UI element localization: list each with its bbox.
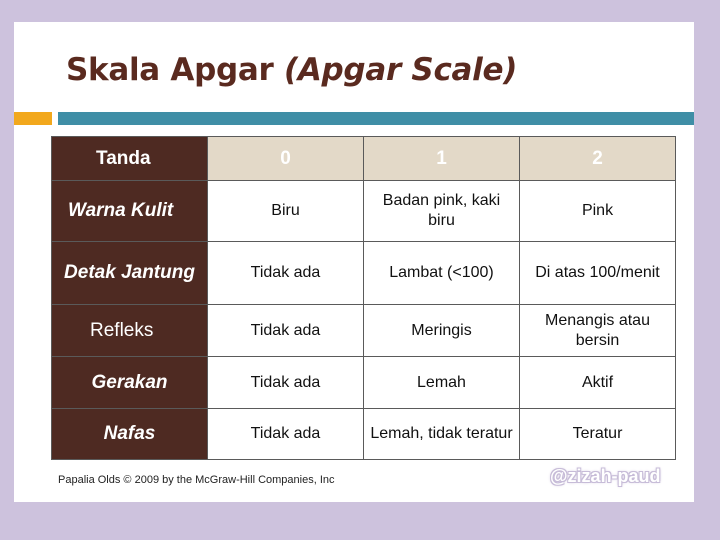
row-label: Refleks [52, 305, 208, 357]
header-label: Tanda [52, 137, 208, 181]
table-cell: Badan pink, kaki biru [364, 181, 520, 242]
table-cell: Tidak ada [208, 357, 364, 409]
header-col-1: 1 [364, 137, 520, 181]
watermark-credit: @zizah-paud [550, 466, 661, 486]
table-cell: Teratur [520, 409, 676, 460]
title-italic: (Apgar Scale) [283, 52, 518, 88]
header-col-2: 2 [520, 137, 676, 181]
table-cell: Lemah, tidak teratur [364, 409, 520, 460]
row-label: Nafas [52, 409, 208, 460]
accent-bar-teal [58, 112, 694, 125]
table-cell: Biru [208, 181, 364, 242]
table-row [52, 409, 676, 460]
table-row [52, 181, 676, 242]
accent-bar-orange [14, 112, 52, 125]
table-cell: Tidak ada [208, 242, 364, 305]
row-label: Detak Jantung [52, 242, 208, 305]
row-label: Warna Kulit [52, 181, 208, 242]
table-cell: Di atas 100/menit [520, 242, 676, 305]
table-row [52, 242, 676, 305]
slide [14, 22, 694, 502]
table-cell: Tidak ada [208, 409, 364, 460]
header-col-0: 0 [208, 137, 364, 181]
table-cell: Lambat (<100) [364, 242, 520, 305]
table-cell: Meringis [364, 305, 520, 357]
table-row [52, 357, 676, 409]
table-row [52, 305, 676, 357]
table-cell: Lemah [364, 357, 520, 409]
table-cell: Tidak ada [208, 305, 364, 357]
table-cell: Menangis atau bersin [520, 305, 676, 357]
apgar-table [51, 136, 676, 460]
row-label: Gerakan [52, 357, 208, 409]
source-citation: Papalia Olds © 2009 by the McGraw-Hill Companies, Inc [58, 474, 335, 486]
title-main: Skala Apgar [66, 52, 284, 88]
slide-title [66, 52, 517, 88]
table-cell: Aktif [520, 357, 676, 409]
table-header-row [52, 137, 676, 181]
table-cell: Pink [520, 181, 676, 242]
